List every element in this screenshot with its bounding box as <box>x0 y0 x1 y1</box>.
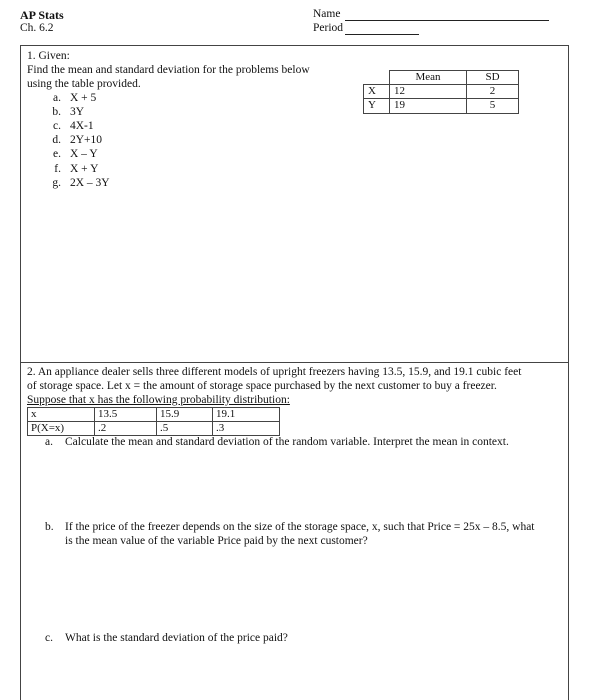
item-text: X + Y <box>70 162 99 175</box>
item-letter: g. <box>52 176 61 189</box>
table-cell: P(X=x) <box>28 422 95 436</box>
part-letter: b. <box>45 521 54 533</box>
table-cell: 19.1 <box>213 408 280 422</box>
table-header-row <box>364 71 519 85</box>
q2-line3: Suppose that x has the following probability distribution: <box>27 393 290 406</box>
question-1 <box>27 50 347 191</box>
part-c-text: What is the standard deviation of the price paid? <box>65 632 288 644</box>
table-cell: 12 <box>390 85 467 99</box>
q1-item-list <box>27 91 347 190</box>
item-letter: f. <box>54 162 61 175</box>
course-title: AP Stats <box>20 8 64 22</box>
item-text: 2X – 3Y <box>70 176 110 189</box>
part-a-text: Calculate the mean and standard deviation of the random variable. Interpret the mean in context. <box>65 436 509 448</box>
table-cell: 15.9 <box>157 408 213 422</box>
item-letter: a. <box>53 91 61 104</box>
part-letter: c. <box>45 632 53 644</box>
item-text: X + 5 <box>70 91 97 104</box>
mean-sd-table <box>363 70 519 114</box>
period-label: Period <box>313 22 344 34</box>
table-cell: X <box>364 85 390 99</box>
item-text: X – Y <box>70 148 98 161</box>
table-header-sd: SD <box>467 71 519 85</box>
q1-instruction-line2: using the table provided. <box>27 77 141 90</box>
item-text: 3Y <box>70 105 85 118</box>
q1-number: 1. Given: <box>27 50 70 62</box>
table-cell: .2 <box>95 422 157 436</box>
list-item <box>27 148 347 162</box>
table-cell: 2 <box>467 85 519 99</box>
q1-instruction-line1: Find the mean and standard deviation for the problems below <box>27 63 310 76</box>
q2-line1: 2. An appliance dealer sells three different models of upright freezers having 13.5, 15.9, and 19.1 cubic feet <box>27 366 522 378</box>
probability-distribution-table <box>27 407 280 436</box>
question-2 <box>27 366 562 407</box>
q2-part-a <box>45 436 565 450</box>
item-letter: c. <box>53 119 61 132</box>
list-item <box>27 106 347 120</box>
part-b-line2: is the mean value of the variable Price paid by the next customer? <box>65 534 368 547</box>
item-text: 2Y+10 <box>70 134 103 147</box>
table-cell: Y <box>364 99 390 113</box>
item-letter: b. <box>52 105 61 118</box>
list-item <box>27 134 347 148</box>
list-item <box>27 120 347 134</box>
item-letter: e. <box>53 148 61 161</box>
section-divider <box>20 362 569 363</box>
table-row <box>28 408 280 422</box>
part-letter: a. <box>45 436 53 448</box>
period-field-line[interactable] <box>345 34 419 35</box>
table-cell: .5 <box>157 422 213 436</box>
table-cell: x <box>28 408 95 422</box>
q2-part-b <box>45 521 567 549</box>
table-cell: .3 <box>213 422 280 436</box>
part-b-text <box>65 521 567 549</box>
list-item <box>27 162 347 176</box>
item-text: 4X-1 <box>70 119 94 132</box>
q2-line2: of storage space. Let x = the amount of storage space purchased by the next customer to buy a freezer. <box>27 379 497 392</box>
part-b-line1: If the price of the freezer depends on the size of the storage space, x, such that Price = 25x – 8.5, what <box>65 521 535 533</box>
q2-part-c <box>45 632 565 646</box>
chapter-label: Ch. 6.2 <box>20 22 54 34</box>
table-corner-cell <box>364 71 390 85</box>
table-row <box>28 422 280 436</box>
table-cell: 5 <box>467 99 519 113</box>
item-letter: d. <box>52 134 61 147</box>
table-row <box>364 85 519 99</box>
table-header-mean: Mean <box>390 71 467 85</box>
name-label: Name <box>313 8 341 20</box>
table-cell: 19 <box>390 99 467 113</box>
list-item <box>27 91 347 105</box>
table-cell: 13.5 <box>95 408 157 422</box>
name-field-line[interactable] <box>345 20 549 21</box>
table-row <box>364 99 519 113</box>
list-item <box>27 177 347 191</box>
